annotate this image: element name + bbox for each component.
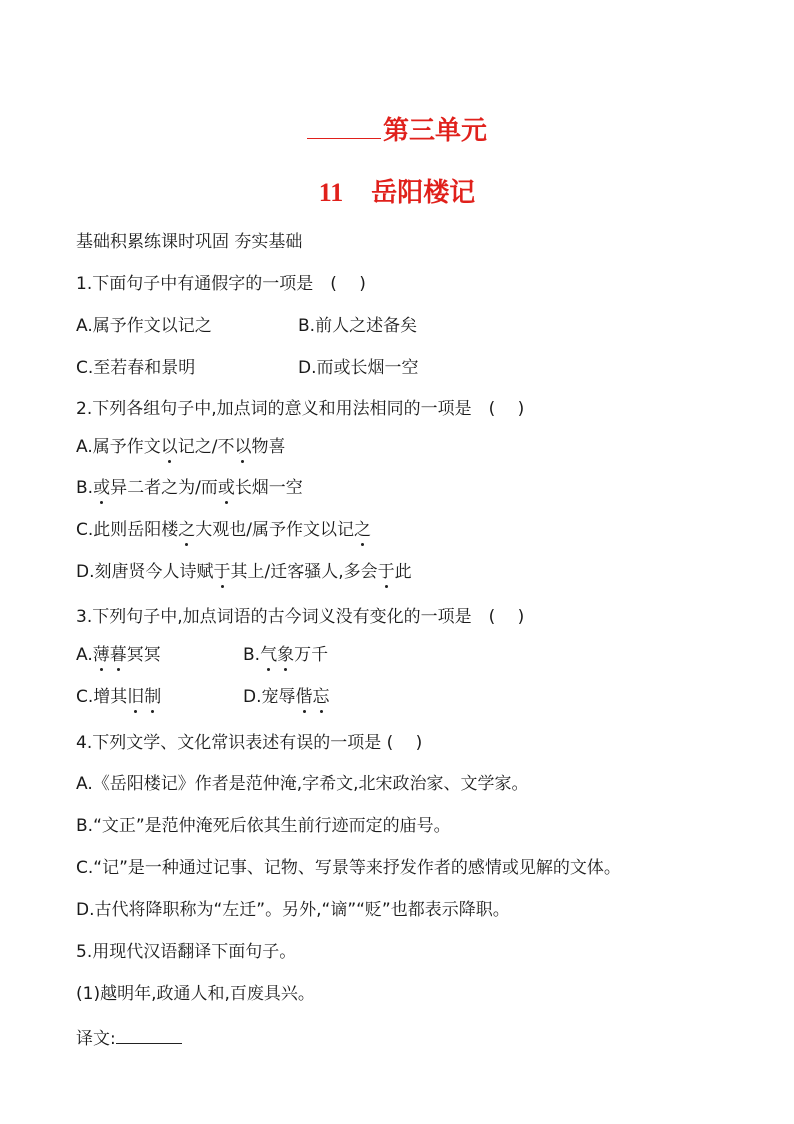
q3-option-d — [243, 686, 330, 708]
unit-title-text: 第三单元 — [382, 116, 487, 146]
q3-d-pre: D.宠辱 — [243, 687, 296, 707]
q3-stem: 3.下列句子中,加点词语的古今词义没有变化的一项是 ( ) — [76, 607, 525, 627]
q2-a-dot1: 以 — [160, 437, 178, 457]
q2-a-dot2: 以 — [234, 437, 252, 457]
q2-d-mid: 其上/迁客骚人,多会 — [230, 562, 378, 582]
q3-option-a — [76, 644, 161, 666]
emphasis-char: 气 — [260, 645, 278, 665]
unit-title — [0, 110, 794, 147]
q2-a-mid: 记之/不 — [177, 437, 235, 457]
q4-option-c: C.“记”是一种通过记事、记物、写景等来抒发作者的感情或见解的文体。 — [76, 858, 621, 878]
q2-b-pre: B. — [76, 478, 94, 498]
q2-b-mid: 异二者之为/而 — [110, 478, 218, 498]
emphasis-char: 象 — [277, 645, 295, 665]
q2-a-post: 物喜 — [251, 437, 286, 457]
q1-stem: 1.下面句子中有通假字的一项是 ( ) — [76, 274, 366, 294]
q3-a-dotted — [93, 645, 127, 665]
q2-c-mid: 大观也/属予作文以记 — [195, 520, 355, 540]
q2-option-b — [76, 477, 303, 499]
q1-option-c: C.至若春和景明 — [76, 358, 196, 378]
q2-d-dot1: 于 — [213, 562, 231, 582]
q3-option-c — [76, 686, 161, 708]
emphasis-char: 制 — [144, 687, 162, 707]
q1-option-a: A.属予作文以记之 — [76, 316, 212, 336]
q4-option-a: A.《岳阳楼记》作者是范仲淹,字希文,北宋政治家、文学家。 — [76, 774, 529, 794]
section-heading: 基础积累练课时巩固 夯实基础 — [76, 232, 303, 252]
q2-b-dot2: 或 — [217, 478, 235, 498]
q2-d-post: 此 — [394, 562, 412, 582]
lesson-number: 11 — [318, 178, 344, 207]
q3-b-pre: B. — [243, 645, 261, 665]
q1-option-b: B.前人之述备矣 — [298, 316, 418, 336]
q3-b-post: 万千 — [294, 645, 329, 665]
q3-a-post: 冥冥 — [126, 645, 161, 665]
unit-title-blank — [307, 110, 381, 139]
q2-b-dot1: 或 — [93, 478, 111, 498]
emphasis-char: 暮 — [109, 645, 127, 665]
q2-c-pre: C.此则岳阳楼 — [76, 520, 179, 540]
answer-blank[interactable] — [116, 1025, 182, 1044]
q2-c-dot1: 之 — [178, 520, 196, 540]
q4-option-b: B.“文正”是范仲淹死后依其生前行迹而定的庙号。 — [76, 816, 451, 836]
q2-a-pre: A.属予作文 — [76, 437, 161, 457]
q2-d-dot2: 于 — [377, 562, 395, 582]
q5-stem: 5.用现代汉语翻译下面句子。 — [76, 942, 297, 962]
q4-option-d: D.古代将降职称为“左迁”。另外,“谪”“贬”也都表示降职。 — [76, 900, 510, 920]
emphasis-char: 偕 — [295, 687, 313, 707]
q2-c-dot2: 之 — [354, 520, 372, 540]
q3-a-pre: A. — [76, 645, 93, 665]
q1-option-d: D.而或长烟一空 — [298, 358, 419, 378]
q3-c-pre: C.增其 — [76, 687, 128, 707]
q3-b-dotted — [260, 645, 294, 665]
q3-option-b — [243, 644, 328, 666]
q5-answer-line — [76, 1025, 182, 1050]
q2-b-post: 长烟一空 — [234, 478, 303, 498]
q3-d-dotted — [296, 687, 330, 707]
q4-stem: 4.下列文学、文化常识表述有误的一项是 ( ) — [76, 733, 423, 753]
q2-d-pre: D.刻唐贤今人诗赋 — [76, 562, 214, 582]
lesson-name: 岳阳楼记 — [371, 178, 476, 208]
emphasis-char: 旧 — [127, 687, 145, 707]
answer-label: 译文: — [76, 1029, 116, 1049]
q5-item-1: (1)越明年,政通人和,百废具兴。 — [76, 984, 315, 1004]
q2-option-a — [76, 436, 285, 458]
emphasis-char: 忘 — [312, 687, 330, 707]
q3-c-dotted — [127, 687, 161, 707]
q2-option-d — [76, 561, 412, 583]
q2-option-c — [76, 519, 371, 541]
q2-stem: 2.下列各组句子中,加点词的意义和用法相同的一项是 ( ) — [76, 399, 525, 419]
lesson-title — [0, 172, 794, 209]
emphasis-char: 薄 — [92, 645, 110, 665]
